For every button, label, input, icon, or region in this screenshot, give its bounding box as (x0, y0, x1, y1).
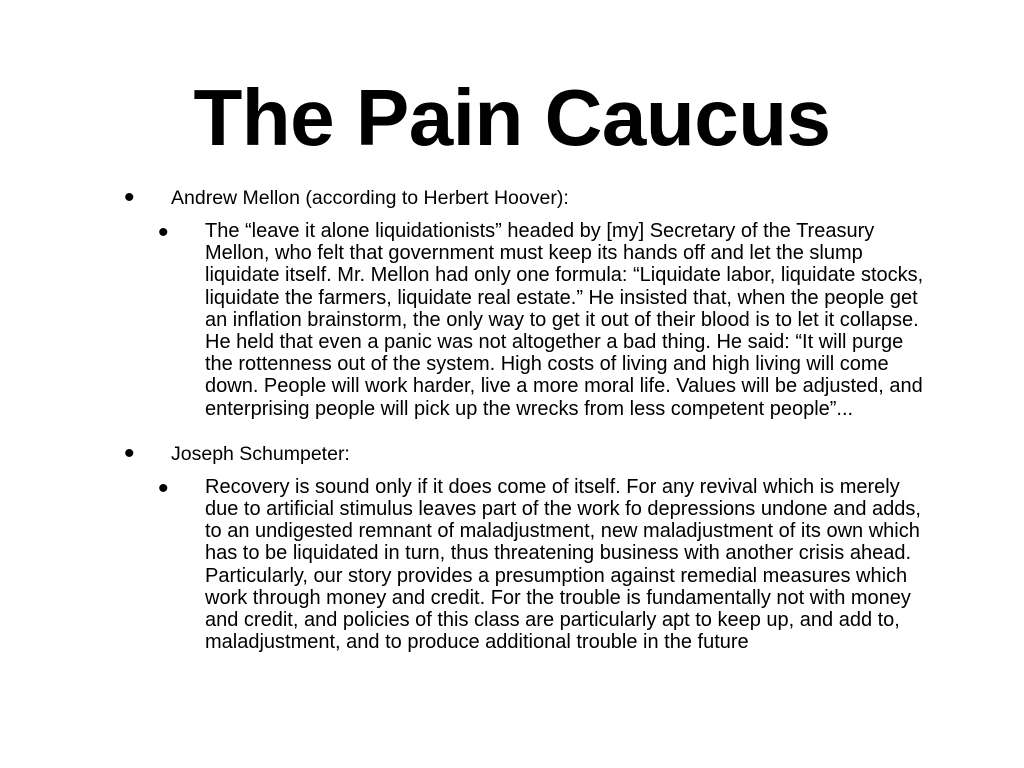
sub-bullet-dot-icon: • (158, 471, 169, 505)
sub-bullet-schumpeter-quote (0, 471, 925, 654)
slide-body (0, 181, 1024, 675)
sub-bullet-dot-icon: • (158, 216, 169, 249)
bullet-mellon-label: Andrew Mellon (according to Herbert Hoover): (171, 187, 569, 209)
schumpeter-quote-text: Recovery is sound only if it does come of itself. For any revival which is merely due to artificial stimulus leaves part of the work fo depressions undone and adds, to an undigested remnant of maladjustment, new maladjustment of its own which has to be liquidated in turn, thus threatening business with another crisis ahead. Particularly, our story provides a presumption against remedial measures which work through money and credit. For the trouble is fundamentally not with money and credit, and policies of this class are particularly apt to keep up, and add to, maladjustment, and to produce additional trouble in the future (205, 475, 921, 654)
hoover-quote-text: The “leave it alone liquidationists” headed by [my] Secretary of the Treasury Mellon, who felt that government must keep its hands off and let the slump liquidate itself. Mr. Mellon had only one formula: “Liquidate labor, liquidate stocks, liquidate the farmers, liquidate real estate.” He insisted that, when the people get an inflation brainstorm, the only way to get it out of their blood is to let it collapse. He held that even a panic was not altogether a bad thing. He said: “It will purge the rottenness out of the system. High costs of living and high living will come down. People will work harder, live a more moral life. Values will be adjusted, and enterprising people will pick up the wrecks from less competent people”... (205, 220, 924, 420)
slide-title: The Pain Caucus (193, 73, 831, 162)
bullet-dot-icon: • (124, 181, 135, 214)
bullet-mellon (0, 181, 1024, 214)
bullet-dot-icon: • (124, 436, 135, 470)
bullet-schumpeter-label: Joseph Schumpeter: (171, 442, 350, 465)
bullet-schumpeter (0, 436, 1024, 470)
sub-bullet-hoover-quote (0, 216, 925, 420)
